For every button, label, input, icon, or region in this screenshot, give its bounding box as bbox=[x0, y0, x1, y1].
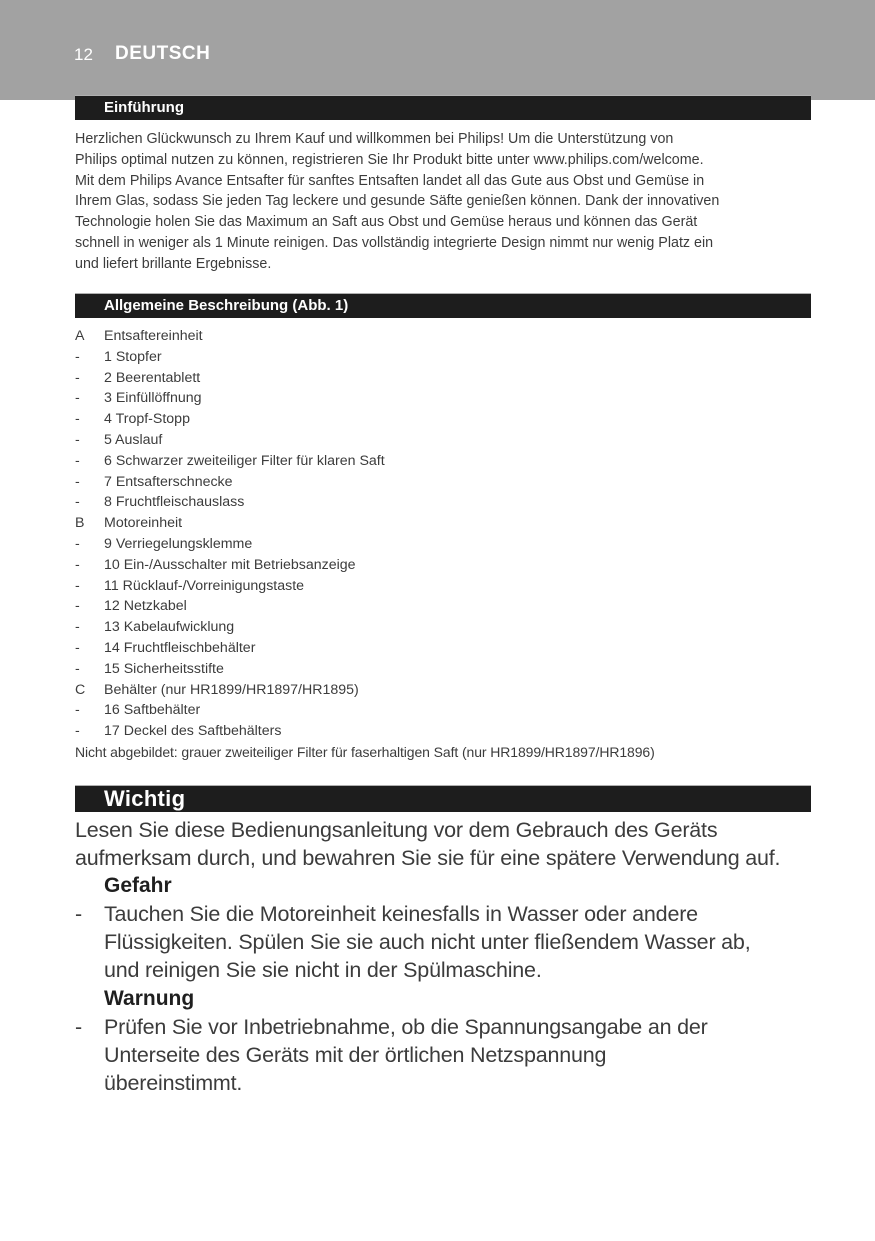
danger-marker: - bbox=[75, 902, 82, 926]
part-text: 10 Ein-/Ausschalter mit Betriebsanzeige bbox=[104, 556, 356, 573]
section-title-intro: Einführung bbox=[104, 99, 184, 116]
part-text: Motoreinheit bbox=[104, 515, 183, 532]
part-text: 4 Tropf-Stopp bbox=[104, 411, 190, 428]
warning-text bbox=[104, 1013, 708, 1097]
intro-paragraph bbox=[75, 129, 815, 275]
part-item bbox=[75, 492, 815, 513]
part-marker: - bbox=[75, 598, 80, 615]
section-bar-important bbox=[75, 785, 811, 812]
part-marker: A bbox=[75, 328, 85, 344]
part-text: 11 Rücklauf-/Vorreinigungstaste bbox=[104, 577, 305, 594]
part-item bbox=[75, 326, 815, 347]
warning-line: Unterseite des Geräts mit der örtlichen Netzspannung bbox=[104, 1043, 607, 1067]
part-text: 17 Deckel des Saftbehälters bbox=[104, 723, 282, 740]
part-marker: - bbox=[75, 556, 80, 573]
part-item bbox=[75, 659, 815, 680]
warning-line: übereinstimmt. bbox=[104, 1071, 243, 1095]
part-item bbox=[75, 347, 815, 368]
part-text: 16 Saftbehälter bbox=[104, 702, 201, 719]
intro-line: Technologie holen Sie das Maximum an Saft aus Obst und Gemüse heraus und können das Gerät bbox=[75, 214, 698, 231]
part-item bbox=[75, 451, 815, 472]
part-item bbox=[75, 388, 815, 409]
part-item bbox=[75, 513, 815, 534]
part-text: 12 Netzkabel bbox=[104, 598, 187, 615]
part-text: 9 Verriegelungsklemme bbox=[104, 535, 253, 552]
intro-line: Herzlichen Glückwunsch zu Ihrem Kauf und willkommen bei Philips! Um die Unterstützung von bbox=[75, 131, 674, 147]
danger-line: Flüssigkeiten. Spülen Sie sie auch nicht unter fließendem Wasser ab, bbox=[104, 930, 751, 954]
part-text: 1 Stopfer bbox=[104, 348, 162, 365]
part-text: 8 Fruchtfleischauslass bbox=[104, 494, 245, 511]
part-marker: - bbox=[75, 494, 80, 511]
part-marker: - bbox=[75, 348, 80, 365]
section-bar-intro bbox=[75, 95, 811, 120]
part-text: 14 Fruchtfleischbehälter bbox=[104, 639, 256, 656]
part-item bbox=[75, 617, 815, 638]
danger-line: und reinigen Sie sie nicht in der Spülmaschine. bbox=[104, 958, 542, 982]
part-marker: - bbox=[75, 619, 80, 636]
warning-marker: - bbox=[75, 1015, 82, 1039]
part-item bbox=[75, 638, 815, 659]
warning-heading: Warnung bbox=[104, 987, 195, 1010]
part-item bbox=[75, 555, 815, 576]
part-marker: - bbox=[75, 411, 80, 428]
intro-line: und liefert brillante Ergebnisse. bbox=[75, 255, 272, 272]
important-intro-line: Lesen Sie diese Bedienungsanleitung vor dem Gebrauch des Geräts bbox=[75, 818, 718, 842]
danger-text bbox=[104, 900, 750, 984]
danger-heading: Gefahr bbox=[104, 874, 172, 897]
part-marker: - bbox=[75, 535, 80, 552]
part-item bbox=[75, 534, 815, 555]
not-shown-note: Nicht abgebildet: grauer zweiteiliger Filter für faserhaltigen Saft (nur HR1899/HR1897/HR1896) bbox=[75, 743, 655, 760]
part-item bbox=[75, 680, 815, 701]
part-text: Entsaftereinheit bbox=[104, 328, 203, 344]
part-marker: - bbox=[75, 639, 80, 656]
part-text: 7 Entsafterschnecke bbox=[104, 473, 233, 490]
section-title-description: Allgemeine Beschreibung (Abb. 1) bbox=[104, 297, 349, 314]
part-marker: - bbox=[75, 390, 80, 407]
part-text: 3 Einfüllöffnung bbox=[104, 390, 202, 407]
intro-line: Philips optimal nutzen zu können, registrieren Sie Ihr Produkt bitte unter www.philips.com/welcome. bbox=[75, 151, 704, 168]
part-marker: B bbox=[75, 515, 85, 532]
parts-list bbox=[75, 326, 815, 763]
part-item bbox=[75, 430, 815, 451]
part-marker: - bbox=[75, 452, 80, 469]
intro-line: Ihrem Glas, sodass Sie jeden Tag leckere und gesunde Säfte genießen können. Dank der innovativen bbox=[75, 193, 720, 210]
language-heading: DEUTSCH bbox=[115, 43, 211, 64]
part-item bbox=[75, 472, 815, 493]
danger-line: Tauchen Sie die Motoreinheit keinesfalls in Wasser oder andere bbox=[104, 902, 698, 926]
part-item bbox=[75, 721, 815, 742]
part-item bbox=[75, 368, 815, 389]
section-bar-description bbox=[75, 293, 811, 318]
part-marker: - bbox=[75, 660, 80, 677]
part-text: 6 Schwarzer zweiteiliger Filter für klaren Saft bbox=[104, 452, 385, 469]
part-marker: - bbox=[75, 369, 80, 386]
part-marker: - bbox=[75, 577, 80, 594]
part-text: 15 Sicherheitsstifte bbox=[104, 660, 224, 677]
part-item bbox=[75, 596, 815, 617]
part-item bbox=[75, 700, 815, 721]
part-marker: - bbox=[75, 702, 80, 719]
important-intro-line: aufmerksam durch, und bewahren Sie sie für eine spätere Verwendung auf. bbox=[75, 846, 781, 870]
part-text: 2 Beerentablett bbox=[104, 369, 201, 386]
part-text: 13 Kabelaufwicklung bbox=[104, 619, 235, 636]
important-intro bbox=[75, 816, 820, 872]
intro-line: Mit dem Philips Avance Entsafter für sanftes Entsaften landet all das Gute aus Obst und Gemüse in bbox=[75, 172, 705, 189]
part-text: 5 Auslauf bbox=[104, 431, 163, 448]
part-marker: - bbox=[75, 473, 80, 490]
part-marker: - bbox=[75, 723, 80, 740]
intro-line: schnell in weniger als 1 Minute reinigen. Das vollständig integrierte Design nimmt nur wenig Platz ein bbox=[75, 234, 714, 251]
part-item bbox=[75, 409, 815, 430]
part-marker: - bbox=[75, 431, 80, 448]
page-number: 12 bbox=[74, 45, 93, 64]
warning-line: Prüfen Sie vor Inbetriebnahme, ob die Spannungsangabe an der bbox=[104, 1015, 708, 1039]
section-title-important: Wichtig bbox=[104, 786, 186, 811]
part-marker: C bbox=[75, 681, 86, 698]
part-text: Behälter (nur HR1899/HR1897/HR1895) bbox=[104, 681, 359, 698]
part-item bbox=[75, 576, 815, 597]
